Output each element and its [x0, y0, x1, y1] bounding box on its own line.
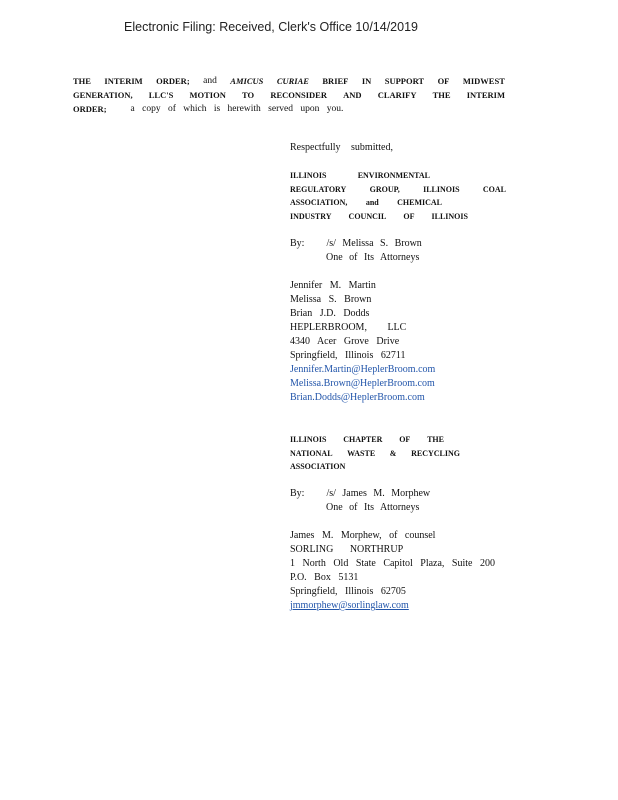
- word: INDUSTRY: [290, 211, 332, 221]
- word: THE: [432, 90, 451, 100]
- word: and: [203, 76, 217, 86]
- attorney-role: One of Its Attorneys: [326, 252, 420, 263]
- word: RECONSIDER: [270, 90, 327, 100]
- signature: /s/ James M. Morphew: [326, 488, 431, 499]
- word: CHAPTER: [343, 435, 383, 444]
- by-label: By:: [290, 238, 305, 249]
- attorney-name: Jennifer M. Martin: [290, 280, 376, 291]
- closing: [290, 141, 393, 155]
- word: REGULATORY: [290, 184, 347, 194]
- word: INTERIM: [104, 76, 143, 86]
- email-link[interactable]: jmmorphew@sorlinglaw.com: [290, 600, 409, 611]
- attorney-name: Melissa S. Brown: [290, 294, 372, 305]
- word: NATIONAL: [290, 448, 333, 458]
- attorney-name: Brian J.D. Dodds: [290, 308, 370, 319]
- word: ASSOCIATION,: [290, 198, 348, 207]
- email-link[interactable]: Brian.Dodds@HeplerBroom.com: [290, 392, 425, 403]
- word: ILLINOIS: [431, 211, 468, 221]
- word: SUPPORT: [384, 76, 425, 86]
- word: GENERATION,: [73, 90, 133, 100]
- address-line: Springfield, Illinois 62711: [290, 350, 406, 361]
- firm-name: HEPLERBROOM, LLC: [290, 322, 407, 333]
- word: ASSOCIATION: [290, 462, 346, 471]
- party1-line: [290, 210, 468, 224]
- paragraph-line-3: [73, 102, 505, 116]
- party1-line: [290, 196, 442, 210]
- attorney-role: One of Its Attorneys: [326, 502, 420, 513]
- word: INTERIM: [466, 90, 505, 100]
- word: CURIAE: [276, 76, 309, 86]
- word: ILLINOIS: [423, 184, 460, 194]
- word: OF: [399, 435, 411, 444]
- address-line: P.O. Box 5131: [290, 572, 359, 583]
- word: TO: [242, 90, 255, 100]
- paragraph-text: a copy of which is herewith served upon you.: [130, 104, 344, 114]
- party2-name: [290, 433, 506, 474]
- word: and: [365, 198, 379, 207]
- party2-line: [290, 460, 506, 474]
- party2-contact-block: [290, 529, 495, 613]
- word: IN: [361, 76, 372, 86]
- word: THE: [73, 76, 91, 86]
- word: &: [389, 448, 397, 458]
- word: ORDER;: [156, 76, 190, 86]
- paragraph-line-2: [73, 88, 505, 102]
- party1-name: [290, 169, 506, 223]
- firm-name: SORLING NORTHRUP: [290, 544, 404, 555]
- party1-contact-block: [290, 279, 435, 405]
- party1-line: [290, 183, 506, 197]
- word: COAL: [482, 184, 506, 194]
- signature: /s/ Melissa S. Brown: [326, 238, 422, 249]
- by-label: By:: [290, 488, 305, 499]
- word: OF: [437, 76, 450, 86]
- word: ORDER;: [73, 104, 107, 114]
- body-paragraph: [73, 74, 505, 116]
- attorney-name: James M. Morphew, of counsel: [290, 530, 436, 541]
- email-link[interactable]: Melissa.Brown@HeplerBroom.com: [290, 378, 435, 389]
- word: MOTION: [189, 90, 226, 100]
- word: WASTE: [347, 448, 376, 458]
- address-line: Springfield, Illinois 62705: [290, 586, 406, 597]
- word: RECYCLING: [411, 448, 460, 458]
- word: ENVIRONMENTAL: [357, 171, 430, 180]
- party2-line: [290, 433, 444, 447]
- word: AMICUS: [230, 76, 264, 86]
- party2-signature-block: [290, 487, 430, 515]
- word: LLC'S: [148, 90, 174, 100]
- word: OF: [403, 211, 415, 221]
- party2-line: [290, 447, 460, 461]
- closing-text: Respectfully submitted,: [290, 142, 393, 153]
- word: AND: [343, 90, 362, 100]
- word: BRIEF: [322, 76, 349, 86]
- party1-signature-block: [290, 237, 422, 265]
- word: ILLINOIS: [290, 171, 327, 180]
- filing-stamp-header: Electronic Filing: Received, Clerk's Office 10/14/2019: [124, 20, 418, 34]
- paragraph-line-1: [73, 74, 505, 88]
- email-link[interactable]: Jennifer.Martin@HeplerBroom.com: [290, 364, 436, 375]
- address-line: 1 North Old State Capitol Plaza, Suite 200: [290, 558, 495, 569]
- address-line: 4340 Acer Grove Drive: [290, 336, 400, 347]
- word: COUNCIL: [348, 211, 387, 221]
- word: CHEMICAL: [397, 198, 442, 207]
- word: MIDWEST: [462, 76, 505, 86]
- word: CLARIFY: [377, 90, 417, 100]
- party1-line: [290, 169, 430, 183]
- word: ILLINOIS: [290, 435, 327, 444]
- word: THE: [427, 435, 444, 444]
- word: GROUP,: [369, 184, 400, 194]
